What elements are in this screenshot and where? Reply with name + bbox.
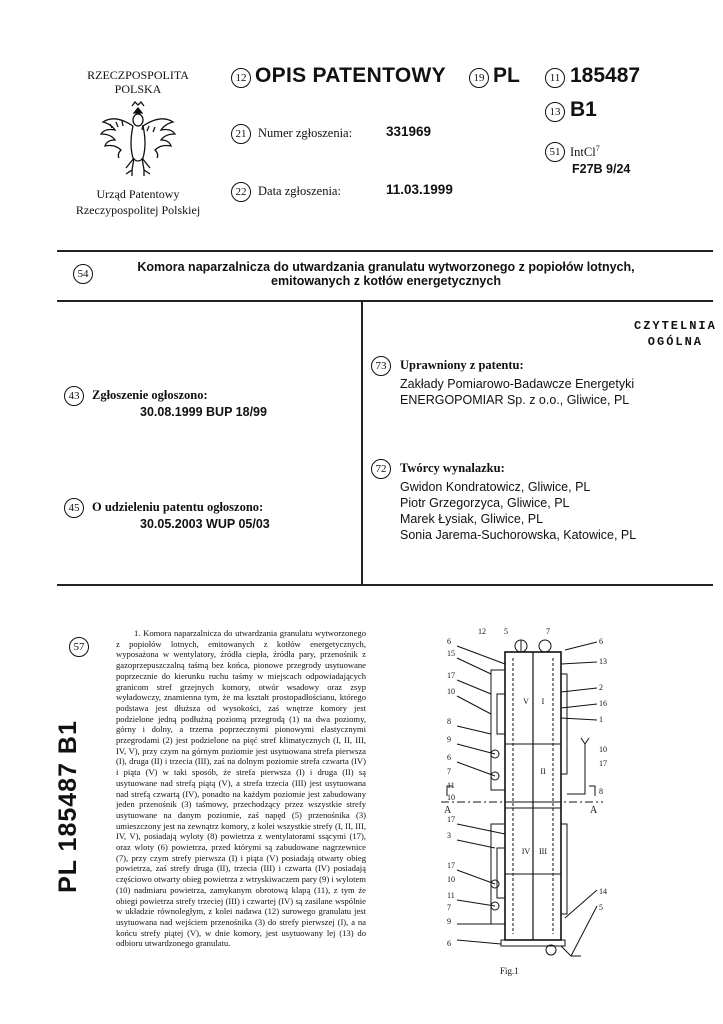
stamp-line-1: CZYTELNIA <box>634 319 717 333</box>
kind-code: B1 <box>570 98 597 121</box>
invention-title <box>100 260 672 288</box>
inventor-3: Marek Łysiak, Gliwice, PL <box>400 512 544 526</box>
fig-label: 6 <box>447 753 451 762</box>
title-line-1: Komora naparzalnicza do utwardzania granulatu wytworzonego z popiołów lotnych, <box>137 260 635 274</box>
intcl-label-text: IntCl <box>570 145 596 160</box>
fig-label: 7 <box>447 767 451 776</box>
inid-code-13: 13 <box>545 102 565 122</box>
fig-label: 6 <box>447 637 451 646</box>
fig-label: 7 <box>546 627 550 636</box>
inid-code-43: 43 <box>64 386 84 406</box>
owner-block <box>400 376 634 408</box>
eagle-emblem-icon <box>98 100 178 178</box>
fig-label: 6 <box>599 637 603 646</box>
inventor-1: Gwidon Kondratowicz, Gliwice, PL <box>400 480 591 494</box>
abstract-top-rule <box>57 584 713 586</box>
section-marker-left: A <box>444 805 452 816</box>
fig-label: 14 <box>599 887 607 896</box>
country-line-2: POLSKA <box>114 82 162 96</box>
publication-label: Zgłoszenie ogłoszono: <box>92 388 208 402</box>
inid-code-72: 72 <box>371 459 391 479</box>
fig-label: 5 <box>599 903 603 912</box>
fig-label: 17 <box>447 815 455 824</box>
fig-label: 12 <box>478 627 486 636</box>
inventor-4: Sonia Jarema-Suchorowska, Katowice, PL <box>400 528 637 542</box>
fig-label: 3 <box>447 831 451 840</box>
fig-label: 17 <box>447 861 455 870</box>
fig-label: 10 <box>447 793 455 802</box>
inid-code-73: 73 <box>371 356 391 376</box>
title-line-2: emitowanych z kotłów energetycznych <box>271 274 501 288</box>
library-stamp <box>634 318 717 350</box>
fig-label: 8 <box>447 717 451 726</box>
inid-code-21: 21 <box>231 124 251 144</box>
column-divider <box>361 301 363 584</box>
application-date: 11.03.1999 <box>386 182 453 197</box>
fig-label: 15 <box>447 649 455 658</box>
stamp-line-2: OGÓLNA <box>647 335 704 349</box>
fig-label: 11 <box>447 891 455 900</box>
fig-label: 5 <box>504 627 508 636</box>
grant-value: 30.05.2003 WUP 05/03 <box>140 517 270 531</box>
fig-label: 1 <box>599 715 603 724</box>
inventors-list <box>400 479 636 543</box>
inid-code-19: 19 <box>469 68 489 88</box>
fig-label: 17 <box>447 671 455 680</box>
claim-text: 1. Komora naparzalnicza do utwardzania granulatu wytworzonego z popiołów lotnych, emitowanych z kotłów energetycznych, wyposażona w wentylatory, źródła ciepła, źródła pary, przenośnik z gazoprzepuszczalną taśmą bez końca, pionowe przegrody usytuowane poprzecznie do kierunku ruchu taśmy w miejscach odpowiadających granicom stref grzejnych komory, otwór wsadowy oraz zsyp wyładowczy, znamienna tym, że ma kształt prostopadłościanu, którego podstawa jest dłuższa od wysokości, zaś wnętrze komory jest podzielone jedną podłużną poziomą przegrodą (1) na dwa poziomy, górny i dolny, a trzema poprzecznymi pionowymi elastycznymi przegrodami (2) jest podzielone na pięć stref klimatycznych (I, II, III, IV, V), przy czym na górnym poziomie jest usytuowana strefa pierwsza (I), druga (II) i trzecia (III), zaś na dolnym poziomie strefa czwarta (IV) i piąta (V) w taki sposób, że strefa pierwsza (I) i druga (II) są usytuowane nad strefą piątą (V), a strefa trzecia (III) jest usytuowana nad strefą czwartą (IV), ponadto na każdym poziomie jest zabudowany jeden przenośnik (3) taśmowy, przechodzący przez wszystkie strefy usytuowane na danym poziomie, zaś napęd (5) przenośnika (3) umieszczony jest na zewnątrz komory, z kolei wszystkie strefy (I, II, III, IV, V), posiadają wyloty (8) powietrza z wentylatorami ssącymi (17), oraz wloty (6) powietrza, przed którymi są zabudowane nagrzewnice (7), przy czym strefy pierwsza (I) i piąta (V) posiadają otwarty obieg powietrza, zaś strefy druga (II), trzecia (III) i czwarta (IV) posiadają częściowo otwarty obieg powietrza z wtryskiwaczem pary (9) i wylotem (10) nadmiaru powietrza, zamykanym obrotową klapą (11), z tym że obiegi powietrza strefy trzeciej (III) i czwartej (IV) są zasilane wspólnie w układzie równoległym, z kolei nadawa (12) surowego granulatu jest usytuowana nad wejściem przenośnika (3) do strefy pierwszej (I), a na końcu strefy piątej (V), w dnie komory, jest usytuowany lej (13) do odbioru utwardzonego granulatu. <box>116 628 366 949</box>
section-marker-right: A <box>590 805 598 816</box>
intcl-version: 7 <box>595 144 600 153</box>
publication-value: 30.08.1999 BUP 18/99 <box>140 405 267 419</box>
office-line-2: Rzeczypospolitej Polskiej <box>75 203 201 217</box>
inid-code-51: 51 <box>545 142 565 162</box>
zone-label-V: V <box>523 697 529 706</box>
patent-number: 185487 <box>570 64 641 87</box>
owner-line-2: ENERGOPOMIAR Sp. z o.o., Gliwice, PL <box>400 393 630 407</box>
intcl-label <box>570 144 600 160</box>
fig-label: 10 <box>599 745 607 754</box>
patent-office-name <box>58 186 218 218</box>
title-top-rule <box>57 250 713 252</box>
application-number: 331969 <box>386 124 432 139</box>
side-patent-code: PL 185487 B1 <box>53 720 82 893</box>
office-line-1: Urząd Patentowy <box>96 187 180 201</box>
inventors-label: Twórcy wynalazku: <box>400 461 505 475</box>
inid-code-57: 57 <box>69 637 89 657</box>
zone-label-II: II <box>540 767 546 776</box>
application-number-label: Numer zgłoszenia: <box>258 126 353 140</box>
fig-label: 2 <box>599 683 603 692</box>
zone-label-IV: IV <box>521 847 531 856</box>
figure-caption: Fig.1 <box>500 966 519 976</box>
country-code: PL <box>493 64 520 87</box>
fig-label: 10 <box>447 687 455 696</box>
fig-label: 11 <box>447 781 455 790</box>
inid-code-54: 54 <box>73 264 93 284</box>
fig-label: 9 <box>447 735 451 744</box>
zone-label-I: I <box>541 697 545 706</box>
fig-label: 6 <box>447 939 451 948</box>
fig-label: 7 <box>447 903 451 912</box>
intcl-value: F27B 9/24 <box>572 162 631 176</box>
country-line-1: RZECZPOSPOLITA <box>87 68 189 82</box>
grant-label: O udzieleniu patentu ogłoszono: <box>92 500 264 514</box>
document-type: OPIS PATENTOWY <box>255 64 446 87</box>
application-date-label: Data zgłoszenia: <box>258 184 341 198</box>
fig-label: 17 <box>599 759 607 768</box>
fig-label: 16 <box>599 699 607 708</box>
fig-label: 8 <box>599 787 603 796</box>
owner-line-1: Zakłady Pomiarowo-Badawcze Energetyki <box>400 377 635 391</box>
inid-code-45: 45 <box>64 498 84 518</box>
inventor-2: Piotr Grzegorzyca, Gliwice, PL <box>400 496 570 510</box>
fig-label: 10 <box>447 875 455 884</box>
owner-label: Uprawniony z patentu: <box>400 358 524 372</box>
title-bottom-rule <box>57 300 713 302</box>
fig-label: 9 <box>447 917 451 926</box>
figure-1-drawing <box>435 634 610 980</box>
inid-code-22: 22 <box>231 182 251 202</box>
fig-label: 13 <box>599 657 607 666</box>
inid-code-12: 12 <box>231 68 251 88</box>
country-name <box>82 68 194 96</box>
zone-label-III: III <box>539 847 547 856</box>
inid-code-11: 11 <box>545 68 565 88</box>
